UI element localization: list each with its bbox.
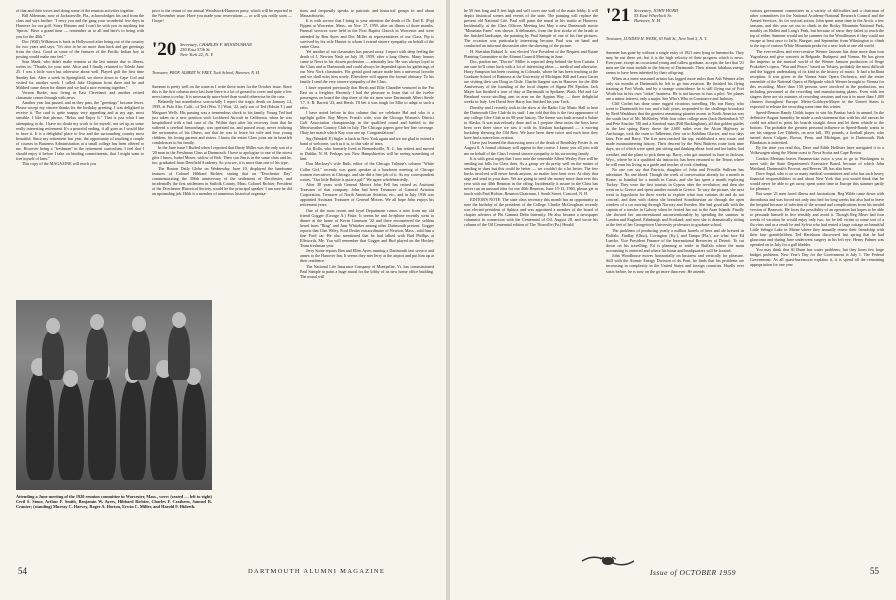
paragraph: The National Life Insurance Company of Montpelier, Vt. has commissioned Paul Sample to paint a huge mural for the lobby of its new home office building. The mural will [300,263,434,279]
paragraph: Summer has gone by without a single entry of 1921 men lying in hammocks. They may be out there yet, but it is the high velocity of their progress which is news. Everyone, except an occasional young and callow graduate, accepts the fact that '21 men are the most mobile in the history of Dartmouth. Their almost fabulous energy seems to have been inherited by their offspring. [606,50,744,76]
paragraph: Don Macksey's wife Ruth, editor of the Chicago Tribune's column "White Collar Girl," recently was guest speaker at a luncheon meeting of Chicago women executives at Chicago, and she did a fine job of it. As my correspondent writes, "Our little Ruthie is quite a gal!" We agree wholeheartedly. [300,161,434,182]
paragraph: Yet another of our classmates has passed away. I report with deep feeling the death of J. Newton Nash on July 18, 1959, after a long illness. Many honors came to Newt in his chosen profession — admiralty law. He was always loyal to the Class and to Dartmouth and could always be depended upon for gatherings of our New York classmates. His genial good nature made him a universal favorite and we shall miss him sorely. Elsewhere will appear the formal obituary. To his family I send the very sincere sympathy of the Class. [300,48,434,85]
paragraph: It is with great regret that I now note the venerable Albert Wesley Fore will be sending out bills for Class dues. As a group we do pretty well on the matter of sending in dues but this could be better — we couldn't do a lot better. The few bucks involved will never break anyone, no matter how bent over. At obey that urge and send in your dues. We are going to need the money more than ever this year with our 40th Reunion in the offing. Incidentally it assure in the Class has never run an unusual idea for our 40th Reunion, June 15-13, 1960, please get in touch with Paul Richter, Reunion Chairman, 1 South Street, Concord, N. H. [464,155,598,197]
dartmouth-emblem-icon [580,554,636,568]
paragraph: tions and frequently speaks to patriotic and historical groups in and about Massachusetts. [300,8,434,19]
paragraph: Speed-Demon Randy Childs hopes to win his Pontiac back in annual. In the definitive August humidity he made a rash statement that with his old canvas he could not afford to point his boards straight down and let them whistle to the bottom. The probable the greatest personal influence in Speed-Randy wants to see his surgeon Lee Tibbetts, on next fall, 193 pounds, a football player, who turned down Colgate, Brown, Penn, and Michigan, got to Dartmouth. Bob Blankston is interested. [750,109,884,145]
paragraph: Summer is pretty well on the wane as I write these notes for the October issue. Since this is the first column since last June there is a lot of ground to cover and quite a few news items to relay. It is necessarily more brief than would otherwise be the case. [152,84,292,100]
paragraph: Vernon Burke, now living in East Cleveland, and another retired classmate comes through with news. [16,89,144,100]
paragraph: Belatedly but nonetheless sorrowfully I report the tragic death on January 14, 1959, at Palo Alto, Calif., of Ted (Wm. T.) Watt, '22, only son of Ted (Edwin T.) and Margaret Wells. His passing was a tremendous shock to his family. Young Ted had just taken on a new position with Lockheed Aircraft in California, when he was hospitalized with a bad case of flu. Within days after his recovery from that he suffered a cerebral hemorrhage, was operated on, and passed away, never realizing the seriousness of his illness, nor that he was to leave his wife and four young children, his loving parents and sisters. I know the entire Class joins me in heartfelt condolences to his family. [152,99,292,145]
class-1921-header [606,5,746,32]
paragraph: prior to the return of our annual Woodstock-Hanover party, which will be reported in the November issue. Have you made your reservations — or will you really soon — I hope! [152,8,292,24]
paragraph: I have just learned the distressing news of the death of Reardsley Foster Jr. on August 8. A formal obituary will appear in due course. I know you all join with me on behalf of the Class I extend sincere sympathy to his sorrowing family. [464,140,598,156]
paragraph: EDITOR'S NOTE: The state class secretary this month has an opportunity to note the birthday of the president of the College. Charlie McGeoghran recently was elected president of Sphinx and was appointed a member of the board of chapter advisers of Phi Gamma Delta fraternity. He also became a newspaper columnist in connection with the Centennial of Oil, August 28, and wrote his column of the Oil Centennial edition of The Titusville (Pa.) Herald. [464,196,598,227]
paragraph: One of the most recent and loyal Department comes a note from my old friend Gogger (George A.) Fiske. It seems he and Jo-ephine recently went to dinner at the home of Kevin Gumsson '22 and there encountered the seldom heard from "Bing" and Jane Whitaker among other Dartmouth present. Gogger reports that Chet Wiley, Ford Dealer extraordinaire of Newton, Mass., sold him a fine Ford car. He also mentioned that he had talked with Bud Phillips at Ellsworth, Me. You will remember that Gogger and Bud played on the Hockey Team freshman year. [300,207,434,248]
page-number-right: 55 [870,566,879,576]
reunion-committee-photo [16,300,212,490]
paragraph: Bill Alderman, now of Jacksonville, Fla., acknowledges his card from the class and says further: "I envy you and the gang your wonderful few days in Hanover for our golf. Sorry Ebinner and I can't be with you in anything but 'Spirits.' Have a grand time — remember us to all and here's to being with you for the 40th." [16,13,144,39]
class-secretary-info: Secretary, CHARLES F. MOODUSHAN 250 East 57th St. New York 22, N. Y. [180,42,252,57]
paragraph: You may think that Al Dunn has water problems, but they loom few large budget problems. New Year's Day for the Government is July 1. The Federal Government: As all quasi-bureaucrat explains it, it is spend all the remaining appropriation for one year [750,247,884,268]
paragraph: Dorothy and I recently took in the show at the Radio City Music Hall to hear the Dartmouth Glee Club do its stuff. I am told that this is the first appearance of any college Glee Club in its 90-year history. The theme was built around a Salute to Alaska. It was marvelously done and as I prepare these notes the boys have been over there since we saw it with its Alaskan background — a moving backdrop showing the Old Row. We have been there twice and each time they have had a marvelous ovation. [464,104,598,141]
class-1920-header [152,39,292,66]
class-year-number: '20 [152,39,177,60]
paragraph: I have noted before in this column that we celebrate Hal and who is a topflight golfer. Ray Meyer, Frank's wife, won the Chicago Women's District Golf Association championship in the qualified round and battled to the Merriweather Country Club in July. The Chicago papers gave her fine coverage. Okay her match which Kay won one up. Congratulations! [300,110,434,136]
paragraph: John Woodhouse moves horizontally on business and vertically for pleasure. Still with the Atomic Energy Division of du Pont, he finds that his problems are increasing in complexity in the United States and foreign countries. Hardly ever static before, he is now on the go more than ever. He attends [606,253,744,274]
paragraph: Jerry Stone reports Ben and Ellen Ayres running a Dartmouth taxi service and annex to the Hanover Inn. It seems they met Jerry at the airport and put him up at their residence. [300,248,434,264]
paragraph: Doc (Will) Wilkinson is back in Hollywood after being out of the country for two years and says: "It's nice to be no more than back and get greetings from the class. Good as some of the features of the Pacific Indian boy in posting would make one feel." [16,38,144,60]
photo-caption: Attending a June meeting of the 1920 reunion committee in Worcester, Mass., were: (seated — left to right) Cecil S. Stone, Arthur F. Smith, Benjamin W. Ayres, Hibbard Richter, Charles F. Crathern, Samuel R. Cranter; (standing) Murray C. Harvey, Roger A. Horton, Erwin C. Miller, and Harold F. Hidreth. [16,494,212,510]
class-1921-treasurer: Treasurer, LUNDEN H. WEEK, 63 Wall St., New York 5, N. Y. [606,36,708,41]
paragraph: be 50 feet long and 8 feet high and will cover one wall of the main lobby. It will depict historical scenes and events of the state. The painting will replace the present old National Life. Paul will paint the mural in his studio at Hanover. Incidentally, at the Class Officers Meeting last May a new Dartmouth movie "Mountain Farm" was shown. It delineates, from the first stroke of the brush to the finished landscape, the painting by Paul Sample of one of his fine pictures. The occasion was particularly interesting because Paul was on hand and conducted an informal discussion after the showing of the picture. [464,8,598,49]
page-number-left: 54 [18,566,27,576]
paragraph: The problems of producing yearly a million barrels of beer and ale brewed in Buffalo, Findlay (Ohio), Covington (Ky.), and Tampa (Fla.), are what face Ed Luecke, Vice President Finance of the International Breweries of Detroit. To cut down on his travelling, Ed is planning to settle in Buffalo where the main accounting is centered and where his home and headquarters will be located. [606,227,744,254]
class-secretary-info: Secretary, JOHN HURD 55 East Wheelock St. Hanover, N. H. [634,8,679,23]
right-column-3 [750,8,884,556]
paragraph: This copy of the MAGAZINE will reach you [22,161,97,167]
class-1920-treasurer: Treasurer, PROF. ALBERT W. FREY, Tuck School, Hanover, N. H. [152,70,260,75]
paragraph: H. Sheridan Bakstel Jr. was elected Vice President of the Request and Estate Planning Committee at the Alumni Council Meeting in June. [464,48,598,59]
left-column-3 [300,8,434,556]
paragraph: When as a mere seasoned aviator has logged more miles than Ash Wenner after only six months at Dartmouth he left to go into aviation. He finished his flying training at Fort Worth, and by a strange coincidence he is still flying out of Fort Worth but in his own "ticket" business. He is not known to fuss a pilot. Yet planes are a minor interest, only a major. See Who's Who in Commerce and Industry. [606,75,744,101]
paragraph: But some '21 men faced illness and frustrations. Reg Wilde came down with thrombosis and was forced not only into bed for long weeks but also had to leave the hospital because of infection of the wound and complications from his invalid version of Beauvoir. He faces the possibility of an operation but hopes to be able to persuade himself to live sensibly and avoid it. Though Reg Miser had four weeks of vacation he would enjoy only two, for he fell victim to some sort of a flu virus and as a result he and Sylvia who had rented a large cottage on beautiful Little Sebago Lake in Maine where they annually renew their friendship with their four grandchildren. Ted Harisborn discovered last spring that he had glaucoma and during June underwent surgery in his left eye. Henry Palmer was operated on in July for a gall bladder. [750,191,884,247]
right-page [450,0,896,600]
paragraph: I have reported previously that Hersh and Ellie Chandler ventured to the Far East on a freighter. Recently I had the pleasure to learn that of the twelve passengers on board the ship three of the six men were Dartmouth Albert Steele '17, S. R. Barrett '23, and Hersh. I'll bet it was tough for Ellie to adapt to such a ratio. [300,84,434,110]
paragraph: Another year has passed, and as they pass, the "greetings" become fewer. Please accept my sincere thanks for the birthday greeting. I was delighted to receive it. The card is quite snappy very appealing and at my age, most sensible. I like that phrase, "Relax and Enjoy It." That is just what I am attempting to do. I have no doubt my work is for myself, not set up as some really interesting retirement. It's a peaceful ending, if all goes as I would like to have it. It is a delightful place to live and the surrounding country most beautiful. Since my retirement last year, the opportunity of teaching a couple of courses in Business Administration at a small college has been offered to me. However being a "freshman" in the retirement curriculum, I feel that I should enjoy it before I take on binding commitments, that I might want to free myself of later." [16,100,144,161]
paragraph: Gordon Merriam leaves Panamerican twice a year to go to Washington to meet with the State Department's Executive Board, because of which John Maitland, Dartmouth's Provost, and Reeves '28, has also been. [750,155,884,171]
paragraph: It is with sorrow that I bring to your attention the death of Dr. Earl E. (Pip) Fippen at Worcester, Mass., on Nov. 17, 1959, after an illness of three months. Funeral services were held in the First Baptist Church in Worcester and were attended by Ben Ayres and Doc Miller as representatives of our Class. Pip is survived by his wife Harriet to whom I extend sincere sympathy on behalf of the entire Class. [300,18,434,49]
left-column-2-top [152,8,292,36]
paragraph: No one can say that Patricia, daughter of John and Priscilla Sullivan has adventure. No one blood. Though the week of conversation already for a month in Rome, in Istanbul for a month in Cassis, and she has spent a month exploring Turkey. They were the first tourists in Cyprus after the revolution, and then she went on to Greece and spent another month in Greece. To vary the picture, she next went to Jugoslavia for three weeks to explore what iron curtains do and do not conceal, and then with claims she breached Scandinavian air through the open window of a car moving through Norway and Sweden. She had good talk with the captain of a trawler in Galway when he ferried her out to the Aran Islands. Finally she showed her unconventional unconventionality by spending the summer in London and England, Edinburgh and Scotland; and now she is dramatically sitting at the feet of her Georgetown University professors in graduate school. [606,166,744,228]
left-page [0,0,446,600]
paragraph: The ever-restless and ever-creative Werner Janssen has done more than tour Yugoslavia and give concerts in Belgrade, Budapest, and Vienna. He has given the impetus in the musical world of the Werner Janssen production of Serge Prokofiev's opera, "War and Peace," based on Tolstoy, probably the most difficult and the biggest undertaking of its kind in the history of music. It had a brilliant reception. It was given in the Vienna State Opera Orchestra, and the entire ensemble of the National Opera of Belgrade which Werner brought to Vienna for this recording. More than 150 persons were involved in the production, not including personnel at the recording and manufacturing plants. Even with ten singers there are six minutes of recording sessions and run it in more than 1,000 charters throughout Europe. Metro-Goldwyn-Mayer in the United States is expected to release the recording some time this winter. [750,48,884,110]
right-column-1 [464,8,598,548]
issue-footer: Issue of OCTOBER 1959 [650,568,736,577]
paragraph: various government committees in a variety of difficulties and a chairman of other committees for the National Academy-National Research Council and the Armed Services. As for vertical action, John spent some time in the Arctic a few seasons, and this year set out to climb in the Rocky Mountain National Park, notably on Hallett and Long's Peak, but because of snow they failed to reach the top of either. Summer would not be summer for the Woodhouses if they could not escape at least once to Jaffe, Buegue, and September from Wilmington to climb to the top of various White Mountain peaks for a new look at one old world. [750,8,884,49]
paragraph: After 38 years with General Motors John Fell has retired as Assistant Treasurer of that company. John had been Treasurer of General Aviation Corporation, Treasurer of North American Aviation, etc., and in July 1936 was appointed Assistant Treasurer of General Motors. We all hope John enjoys his retirement years. [300,181,434,208]
right-column-2 [606,50,744,556]
paragraph: Sig (Wendell P.) Sigler is back in New York again and we are glad to extend a hand of welcome, such as it is, to this vale of tears. [300,135,434,146]
paragraph: Dave Segal, who is on so many medical committees and who has such heavy financial responsibilities in and about New York that you would think that he would never be able to get away, spent some time in Europe this summer partly for pleasure. [750,170,884,192]
magazine-footer: DARTMOUTH ALUMNI MAGAZINE [248,568,386,575]
paragraph: The Boston Daily Globe on Wednesday, June 10, displayed the handsome features of Colonel Hibbard Richter, stating that on "Dorchester Day" commemorating the 306th anniversary of the settlement of Dorchester, and incidentally the first settlement in Suffolk County, Mass. Colonel Richter, President of the Dorchester Historical Society, would be the principal speaker. I am sure he did an upstanding job. Hibb is a member of numerous historical organiza- [152,165,292,196]
paragraph: Stan Mank, who didn't make reunion at the last minute due to illness, writes in: "Thanks for your note. Alice and I finally returned to Toledo June 25. I was a little worn but otherwise about well. Played golf the first time Sunday last. After a week in Springfield, we drove down to Cape Cod and visited for another week. I called Jake Chipman from there and he and Mildred came down for dinner and we had a nice evening together." [16,59,144,90]
class-year-number: '21 [606,5,631,26]
paragraph: In the June issue I Buffed when I reported that Dusty Miller was the only son of a '20 man in the Freshman Class at Dartmouth. I have to apologize to one of the nicest gifts I know, Isabel Moser, widow of Bob. Their son Jim is in the same class and he, too, graduated from Deerfield Academy. So you see, it is more than one of his type. [152,145,292,166]
paragraph: Art Rollo, who formerly lived at Bernardsville, N. J., has retired and moved to Dublin, N. H. Perhaps you New Hampshireites will be seeing something of him. [300,146,434,162]
paragraph: of that and their wives and doing some of the reunion activities together. [16,8,135,13]
paragraph: Doc, pardon me, "Doctor" Miller is reported deep behind the Iron Curtain. I am sure he'll come back with a lot of interesting ideas — medical and otherwise. Harry Sampson has been cruising in Colorado, where he has been teaching at the Graduate School of Business at the University of Michigan. Bill and Laura Carter are visiting their son Doug in Chile. Charlie Sargent was in Hanover for the 40th Anniversary of the founding of the local chapter of Sigma Phi Epsilon. Jack Mayer has finished a tour of duty at Dartmouth in Spokane, Wash. Hal and Liz Bernhard wrote strolling arm in arm on the Appian Way — three delightful weeks in Italy. Len David Seer Harry has finished his year Tuck. [464,59,598,105]
paragraph: By the time you read this, Dave and Edith Hollister have navigated it in a Volkswagen along the Maine coast to Nova Scotia and Cape Breton. [750,145,884,156]
left-column-1 [16,8,144,295]
paragraph: Cliff Corbet has done some rugged vicarious travelling. His son Barry, who went to Dartmouth for two and a half years, responded to the challenge broadcast by Reid Washburn that the greatest remaining pioneer ascent in North America was the south face of Mt. McKinley. With four other college men (Jack Breitenbach '57 and Pete Sinclair '58) and a Stanford man (Bill Buckingham), all that golden guides in the last spring Barry drove the 2,600 miles over the Alcan Highway to Anchorage, took the train to Talkeetna, flew on to Kahiltna Glacier, and two days later, Pete and Barry. The five men reached the top, established a new route, and made mountaineering history. Their descent by the West Buttress route took nine days, six of which were spent just sitting and thinking about food and hot baths, bad weather, and the plane to pick them up. Barry, who got married in June to Jackson, Wyo., where he is a qualified ski instructor, has been returned to the Tetons where he will earn his living as a guide and teacher of rock climbing. [606,101,744,167]
